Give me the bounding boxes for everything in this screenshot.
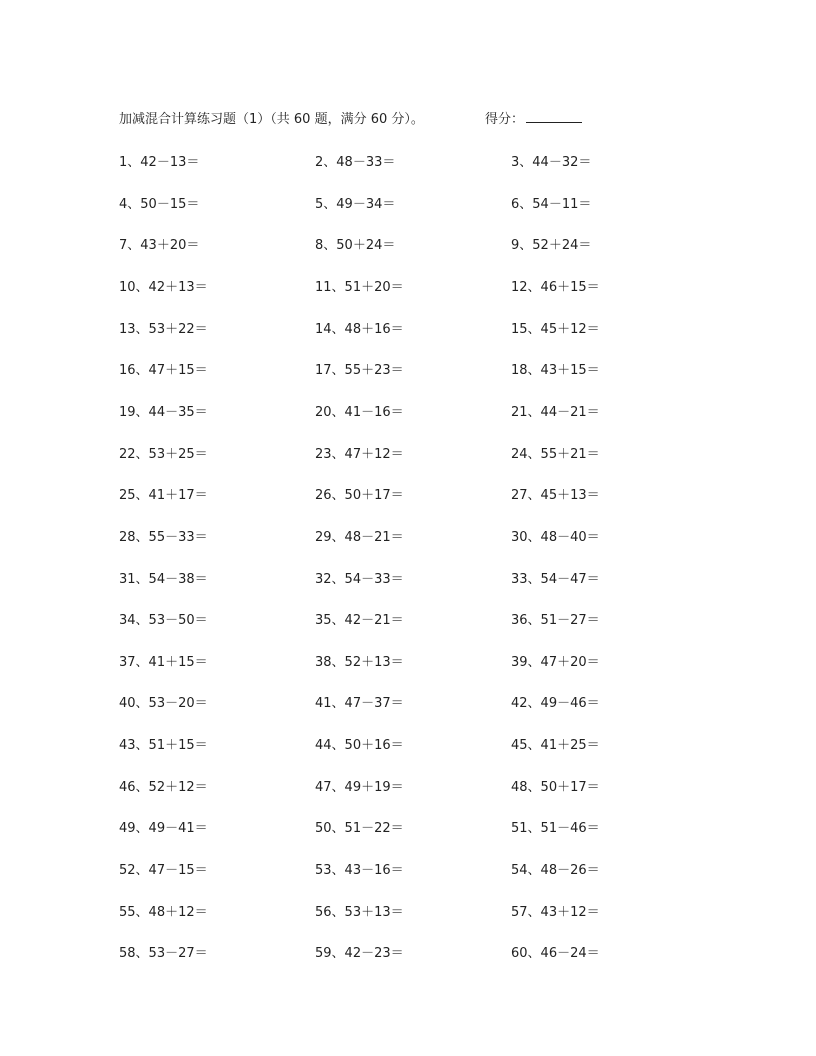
problem-item: 44、50＋16＝ <box>315 738 404 754</box>
problem-item: 40、53－20＝ <box>119 696 208 712</box>
problem-item: 28、55－33＝ <box>119 529 208 545</box>
problem-item: 7、43＋20＝ <box>119 238 200 254</box>
problem-item: 17、55＋23＝ <box>315 363 404 379</box>
problem-item: 18、43＋15＝ <box>511 363 600 379</box>
problem-item: 38、52＋13＝ <box>315 654 404 670</box>
problem-item: 19、44－35＝ <box>119 404 208 420</box>
problem-item: 60、46－24＝ <box>511 946 600 962</box>
problem-item: 23、47＋12＝ <box>315 446 404 462</box>
problem-item: 9、52＋24＝ <box>511 238 592 254</box>
problem-item: 1、42－13＝ <box>119 155 200 170</box>
problem-item: 41、47－37＝ <box>315 696 404 712</box>
problem-item: 8、50＋24＝ <box>315 238 396 254</box>
problem-item: 2、48－33＝ <box>315 155 396 170</box>
problem-item: 27、45＋13＝ <box>511 488 600 504</box>
problem-item: 26、50＋17＝ <box>315 488 404 504</box>
problem-item: 56、53＋13＝ <box>315 904 404 920</box>
problem-item: 22、53＋25＝ <box>119 446 208 462</box>
problem-item: 52、47－15＝ <box>119 863 208 879</box>
problem-item: 37、41＋15＝ <box>119 654 208 670</box>
problem-item: 24、55＋21＝ <box>511 446 600 462</box>
problem-item: 59、42－23＝ <box>315 946 404 962</box>
problem-item: 42、49－46＝ <box>511 696 600 712</box>
problem-item: 13、53＋22＝ <box>119 321 208 337</box>
problem-item: 29、48－21＝ <box>315 529 404 545</box>
problem-item: 31、54－38＝ <box>119 571 208 587</box>
problem-item: 12、46＋15＝ <box>511 279 600 295</box>
problem-item: 58、53－27＝ <box>119 946 208 962</box>
problem-item: 45、41＋25＝ <box>511 738 600 754</box>
problem-item: 57、43＋12＝ <box>511 904 600 920</box>
problem-item: 3、44－32＝ <box>511 155 592 170</box>
score-field <box>485 108 582 127</box>
problem-item: 30、48－40＝ <box>511 529 600 545</box>
problem-item: 51、51－46＝ <box>511 821 600 837</box>
problem-item: 25、41＋17＝ <box>119 488 208 504</box>
problem-item: 10、42＋13＝ <box>119 279 208 295</box>
problem-item: 5、49－34＝ <box>315 196 396 212</box>
problem-item: 33、54－47＝ <box>511 571 600 587</box>
problem-item: 6、54－11＝ <box>511 196 592 212</box>
problem-item: 54、48－26＝ <box>511 863 600 879</box>
problem-item: 11、51＋20＝ <box>315 279 404 295</box>
problem-item: 32、54－33＝ <box>315 571 404 587</box>
worksheet-title: 加减混合计算练习题（1）（共 60 题，满分 60 分）。 <box>119 112 424 127</box>
problem-item: 55、48＋12＝ <box>119 904 208 920</box>
problem-item: 43、51＋15＝ <box>119 738 208 754</box>
problem-item: 50、51－22＝ <box>315 821 404 837</box>
problem-item: 15、45＋12＝ <box>511 321 600 337</box>
score-label: 得分： <box>485 112 525 127</box>
problem-item: 21、44－21＝ <box>511 404 600 420</box>
problem-item: 35、42－21＝ <box>315 613 404 629</box>
problem-item: 4、50－15＝ <box>119 196 200 212</box>
problem-item: 46、52＋12＝ <box>119 779 208 795</box>
problem-item: 53、43－16＝ <box>315 863 404 879</box>
problem-item: 16、47＋15＝ <box>119 363 208 379</box>
score-blank[interactable] <box>526 110 582 123</box>
problem-item: 48、50＋17＝ <box>511 779 600 795</box>
problem-item: 49、49－41＝ <box>119 821 208 837</box>
problem-item: 34、53－50＝ <box>119 613 208 629</box>
problem-item: 47、49＋19＝ <box>315 779 404 795</box>
problem-item: 39、47＋20＝ <box>511 654 600 670</box>
problem-item: 14、48＋16＝ <box>315 321 404 337</box>
problem-item: 20、41－16＝ <box>315 404 404 420</box>
problem-item: 36、51－27＝ <box>511 613 600 629</box>
